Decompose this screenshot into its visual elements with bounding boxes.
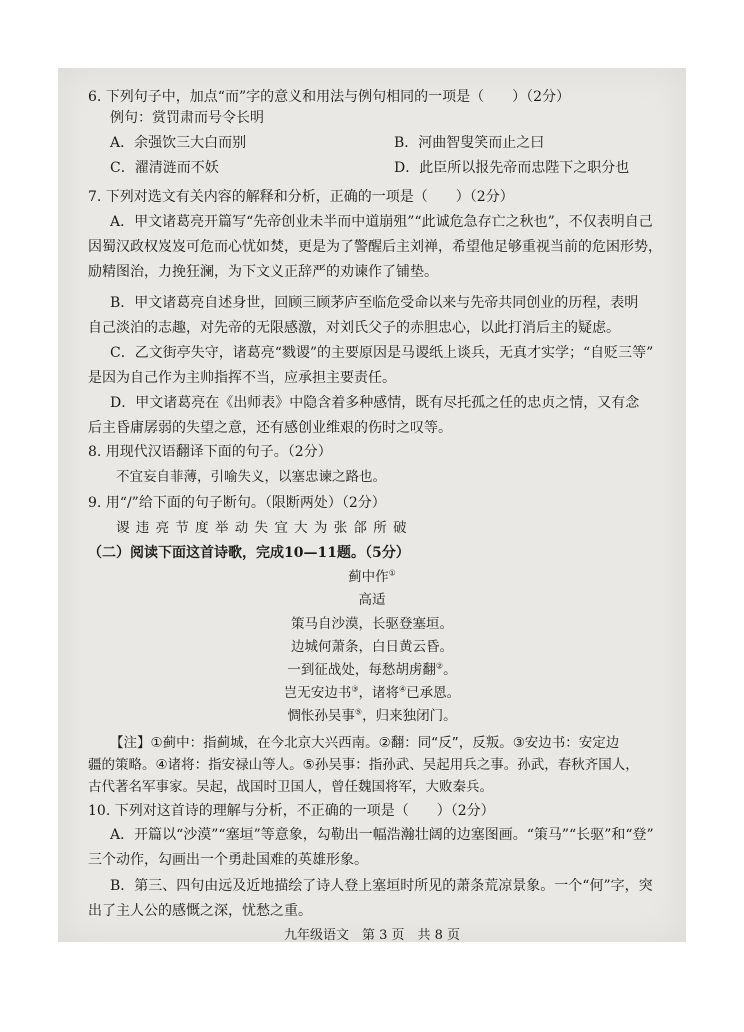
q10-a-line1: A．开篇以“沙漠”“塞垣”等意象，勾勒出一幅浩瀚壮阔的边塞图画。“策马”“长驱”和“登”	[110, 827, 654, 843]
q7-c-line1: C．乙文街亭失守，诸葛亮“戮谡”的主要原因是马谡纸上谈兵，无真才实学；“自贬三等”	[110, 345, 654, 361]
q8-sentence: 不宜妄自菲薄，引喻失义，以塞忠谏之路也。	[116, 469, 386, 485]
q6-stem: 6. 下列句子中，加点“而”字的意义和用法与例句相同的一项是（ ）（2分）	[88, 89, 571, 105]
poem-line-5: 惆怅孙吴事⑤，归来独闭门。	[287, 707, 457, 724]
section2-heading: （二）阅读下面这首诗歌，完成10—11题。（5分）	[88, 545, 410, 561]
q6-option-c: C．濯清涟而不妖	[110, 160, 219, 176]
q6-option-b: B．河曲智叟笑而止之曰	[394, 135, 545, 151]
q7-a-line3: 励精图治，力挽狂澜，为下文义正辞严的劝谏作了铺垫。	[88, 264, 438, 280]
exam-page	[58, 68, 686, 942]
q10-stem: 10. 下列对这首诗的理解与分析，不正确的一项是（ ）（2分）	[88, 803, 495, 819]
poem-author: 高适	[358, 592, 386, 608]
q7-d-line2: 后主昏庸孱弱的失望之意，还有感创业维艰的伤时之叹等。	[88, 420, 452, 436]
poem-line-1: 策马自沙漠，长驱登塞垣。	[291, 616, 453, 632]
q7-c-line2: 是因为自己作为主帅指挥不当，应承担主要责任。	[88, 370, 396, 386]
poem-notes-line1: 【注】①蓟中：指蓟城，在今北京大兴西南。②翻：同“反”，反叛。③安边书：安定边	[110, 735, 620, 751]
q10-b-line1: B．第三、四句由远及近地描绘了诗人登上塞垣时所见的萧条荒凉景象。一个“何”字，突	[110, 878, 653, 894]
q10-a-line2: 三个动作，勾画出一个勇赴国难的英雄形象。	[88, 852, 368, 868]
q6-example: 例句：赏罚肃而号令长明	[110, 110, 264, 126]
q9-stem: 9. 用“/”给下面的句子断句。（限断两处）（2分）	[88, 495, 386, 511]
page-footer: 九年级语文 第 3 页 共 8 页	[283, 928, 461, 943]
q7-a-line1: A．甲文诸葛亮开篇写“先帝创业未半而中道崩殂”“此诚危急存亡之秋也”，不仅表明自己	[110, 214, 653, 230]
q7-b-line1: B．甲文诸葛亮自述身世，回顾三顾茅庐至临危受命以来与先帝共同创业的历程，表明	[110, 295, 639, 311]
q9-sentence: 谡 违 亮 节 度 举 动 失 宜 大 为 张 郃 所 破	[116, 520, 408, 536]
q6-option-d: D．此臣所以报先帝而忠陛下之职分也	[394, 160, 630, 176]
q7-b-line2: 自己淡泊的志趣，对先帝的无限感激，对刘氏父子的赤胆忠心，以此打消后主的疑虑。	[88, 320, 620, 336]
poem-line-4: 岂无安边书③，诸将④已承恩。	[283, 684, 461, 701]
q7-a-line2: 因蜀汉政权岌岌可危而心忧如焚，更是为了警醒后主刘禅，希望他足够重视当前的危困形势，	[88, 239, 662, 255]
q10-b-line2: 出了主人公的感慨之深，忧愁之重。	[88, 903, 312, 919]
q7-stem: 7. 下列对选文有关内容的解释和分析，正确的一项是（ ）（2分）	[88, 189, 514, 205]
poem-notes-line3: 古代著名军事家。吴起，战国时卫国人，曾任魏国将军，大败秦兵。	[88, 779, 493, 795]
poem-line-2: 边城何萧条，白日黄云昏。	[291, 639, 453, 655]
poem-notes-line2: 疆的策略。④诸将：指安禄山等人。⑤孙吴事：指孙武、吴起用兵之事。孙武，春秋齐国人，	[88, 757, 639, 773]
q7-d-line1: D．甲文诸葛亮在《出师表》中隐含着多种感情，既有尽托孤之任的忠贞之情，又有念	[110, 395, 640, 411]
q6-option-a: A．余强饮三大白而别	[110, 135, 247, 151]
poem-line-3: 一到征战处，每愁胡虏翻②。	[287, 661, 457, 678]
poem-title: 蓟中作①	[348, 568, 396, 585]
q8-stem: 8. 用现代汉语翻译下面的句子。（2分）	[88, 444, 332, 460]
